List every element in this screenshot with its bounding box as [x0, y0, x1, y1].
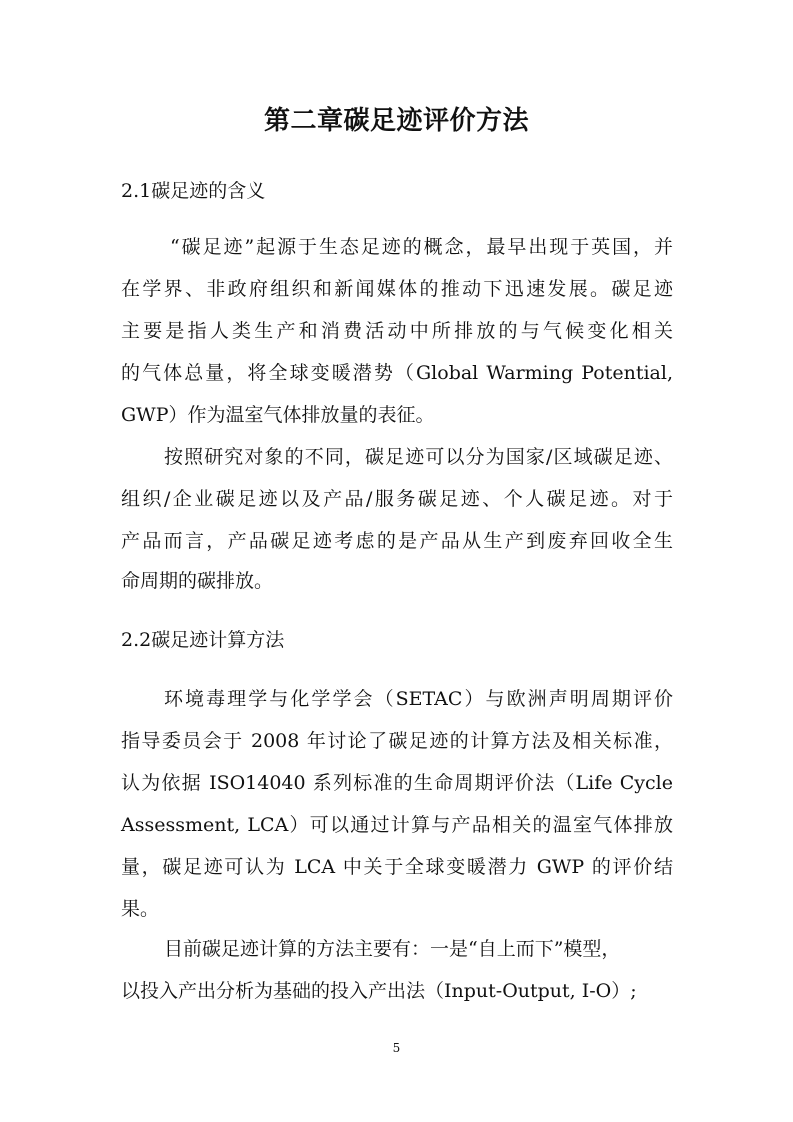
- paragraph-line: 在学界、非政府组织和新闻媒体的推动下迅速发展。碳足迹: [121, 278, 673, 300]
- paragraph-line: 指导委员会于 2008 年讨论了碳足迹的计算方法及相关标准，: [121, 730, 673, 752]
- paragraph-line: 主要是指人类生产和消费活动中所排放的与气候变化相关: [121, 320, 673, 342]
- section-heading-2-2: 2.2碳足迹计算方法: [121, 629, 285, 651]
- paragraph-line: 果。: [121, 898, 160, 920]
- page-number: 5: [392, 1041, 401, 1055]
- paragraph-line: 目前碳足迹计算的方法主要有：一是“自上而下”模型，: [164, 938, 621, 960]
- paragraph-line: 认为依据 ISO14040 系列标准的生命周期评价法（Life Cycle: [121, 772, 673, 794]
- section-heading-2-1: 2.1碳足迹的含义: [121, 180, 266, 202]
- paragraph-line: “碳足迹”起源于生态足迹的概念，最早出现于英国，并: [170, 236, 673, 258]
- paragraph-line: 以投入产出分析为基础的投入产出法（Input-Output, I-O）;: [121, 980, 637, 1002]
- paragraph-line: 量，碳足迹可认为 LCA 中关于全球变暖潜力 GWP 的评价结: [121, 856, 673, 878]
- paragraph-line: 产品而言，产品碳足迹考虑的是产品从生产到废弃回收全生: [121, 530, 673, 552]
- paragraph-line: Assessment, LCA）可以通过计算与产品相关的温室气体排放: [121, 814, 673, 836]
- paragraph-line: 命周期的碳排放。: [121, 570, 274, 592]
- paragraph-line: 按照研究对象的不同，碳足迹可以分为国家/区域碳足迹、: [164, 446, 673, 468]
- chapter-title: 第二章碳足迹评价方法: [263, 106, 529, 136]
- paragraph-line: 环境毒理学与化学学会（SETAC）与欧洲声明周期评价: [164, 688, 673, 710]
- paragraph-line: 的气体总量，将全球变暖潜势（Global Warming Potential,: [121, 362, 673, 384]
- paragraph-line: 组织/企业碳足迹以及产品/服务碳足迹、个人碳足迹。对于: [121, 488, 673, 510]
- paragraph-line: GWP）作为温室气体排放量的表征。: [121, 404, 435, 426]
